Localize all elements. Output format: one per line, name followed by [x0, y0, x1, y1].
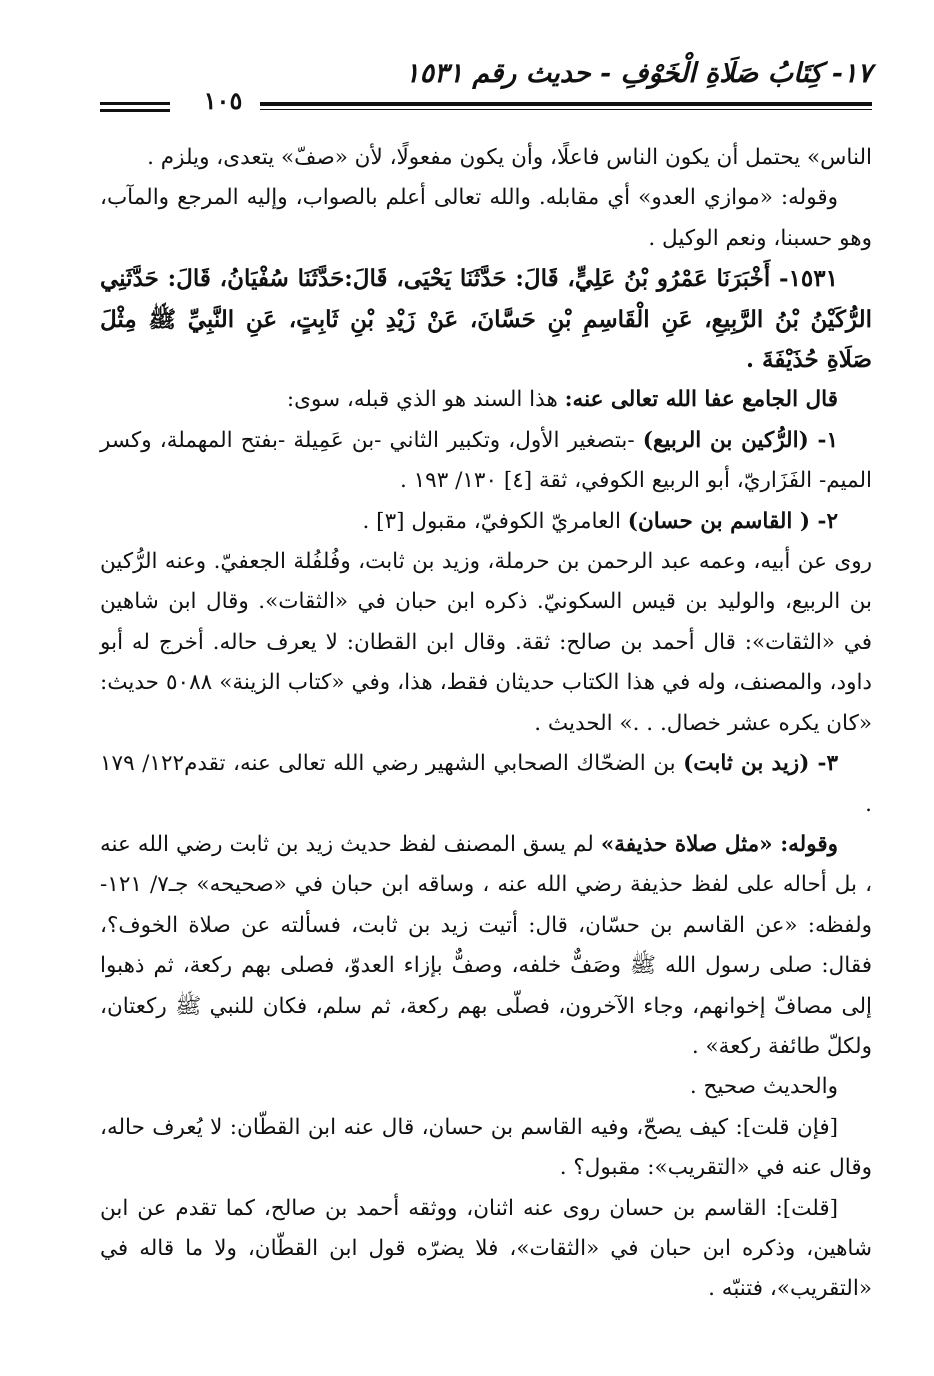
narrator-name: ٢- ( القاسم بن حسان) [627, 508, 838, 534]
narrator-details: بن الضحّاك الصحابي الشهير رضي الله تعالى عنه، تقدم١٢٢/ ١٧٩ . [100, 751, 872, 817]
header-rule-thick [260, 102, 872, 106]
narrator-details: -بتصغير الأول، وتكبير الثاني -بن عَمِيلة -بفتح المهملة، وكسر الميم- الفَزَاريّ، أبو الربيع الكوفي، ثقة [٤] ١٣٠/ ١٩٣ . [100, 427, 872, 494]
narrator-entry-3 [100, 744, 872, 825]
hadith-text [100, 259, 872, 380]
paragraph-text: وقوله: «موازي العدو» أي مقابله. والله تعالى أعلم بالصواب، وإليه المرجع والمآب، وهو حسبنا، ونعم الوكيل . [100, 185, 872, 251]
compiler-note-lead: قال الجامع عفا الله تعالى عنه: [564, 387, 838, 413]
explanation-lead: وقوله: «مثل صلاة حذيفة» [600, 831, 838, 857]
paragraph-text: [فإن قلت]: كيف يصحّ، وفيه القاسم بن حسان، قال عنه ابن القطّان: لا يُعرف حاله، وقال عنه في «التقريب»: مقبول؟ . [100, 1114, 872, 1181]
explanation-text: لم يسق المصنف لفظ حديث زيد بن ثابت رضي الله عنه ، بل أحاله على لفظ حذيفة رضي الله عنه ، وساقه ابن حبان في «صحيحه» جـ٧/ ١٢١- ولفظه: «عن القاسم بن حسّان، قال: أتيت زيد بن ثابت، فسألته عن صلاة الخوف؟، فقال: صلى رسول الله ﷺ وصَفٌّ خلفه، وصفٌّ بإزاء العدوّ، فصلى بهم ركعة، ثم ذهبوا إلى مصافّ إخوانهم، وجاء الآخرون، فصلّى بهم ركعة، ثم سلم، فكان للنبي ﷺ ركعتان، ولكلّ طائفة ركعة» . [100, 831, 873, 1059]
paragraph-continuation [100, 138, 872, 178]
hadith-1531: ١٥٣١- أَخْبَرَنَا عَمْرُو بْنُ عَلِيٍّ، قَالَ: حَدَّثَنَا يَحْيَى، قَالَ:حَدَّثَنَا سُفْيَانُ، قَالَ: حَدَّثَنِي الرُّكَيْنُ بْنُ الرَّبِيعِ، عَنِ الْقَاسِمِ بْنِ حَسَّانَ، عَنْ زَيْدِ بْنِ ثَابِتٍ، عَنِ النَّبِيِّ ﷺ مِثْلَ صَلَاةِ حُذَيْفَةَ . [100, 265, 872, 374]
paragraph-text: روى عن أبيه، وعمه عبد الرحمن بن حرملة، وزيد بن ثابت، وفُلفُلة الجعفيّ. وعنه الرُّكين بن الربيع، والوليد بن قيس السكونيّ. ذكره ابن حبان في «الثقات». وقال ابن شاهين في «الثقات»: قال أحمد بن صالح: ثقة. وقال ابن القطان: لا يعرف حاله. أخرج له أبو داود، والمصنف، وله في هذا الكتاب حديثان فقط، هذا، وفي «كتاب الزينة» ٥٠٨٨ حديث: «كان يكره عشر خصال. . .» الحديث . [100, 549, 873, 736]
narrator-details: العامريّ الكوفيّ، مقبول [٣] . [362, 508, 628, 534]
paragraph-text: [قلت]: القاسم بن حسان روى عنه اثنان، ووثقه أحمد بن صالح، كما تقدم عن ابن شاهين، وذكره ابن حبان في «الثقات»، فلا يضرّه قول ابن القطّان، ولا ما قاله في «التقريب»، فتنبّه . [100, 1195, 872, 1302]
paragraph-narrator-bio [100, 542, 872, 744]
narrator-name: ٣- (زيد بن ثابت) [683, 751, 839, 777]
paragraph-grading [100, 1067, 872, 1107]
header-rule-left-bottom [100, 109, 170, 112]
page-header [100, 58, 872, 128]
compiler-note-text: هذا السند هو الذي قبله، سوى: [286, 387, 565, 413]
paragraph-text: الناس» يحتمل أن يكون الناس فاعلًا، وأن يكون مفعولًا، لأن «صفّ» يتعدى، ويلزم . [147, 145, 872, 170]
narrator-entry-1 [100, 421, 872, 502]
page-body [100, 138, 872, 1310]
header-rule-thin [260, 109, 872, 110]
page-number: ١٠٥ [203, 86, 243, 115]
paragraph-explanation [100, 825, 872, 1067]
paragraph-commentary [100, 178, 872, 259]
narrator-entry-2 [100, 502, 872, 542]
paragraph-question [100, 1108, 872, 1189]
paragraph-compiler-note [100, 380, 872, 420]
header-rule-left-top [100, 102, 170, 105]
narrator-name: ١- (الرُّكين بن الربيع) [642, 427, 838, 453]
paragraph-answer [100, 1189, 872, 1310]
running-title: ١٧- كِتَابُ صَلَاةِ الْخَوْفِ - حديث رقم ١٥٣١ [405, 58, 872, 89]
paragraph-text: والحديث صحيح . [689, 1074, 838, 1100]
